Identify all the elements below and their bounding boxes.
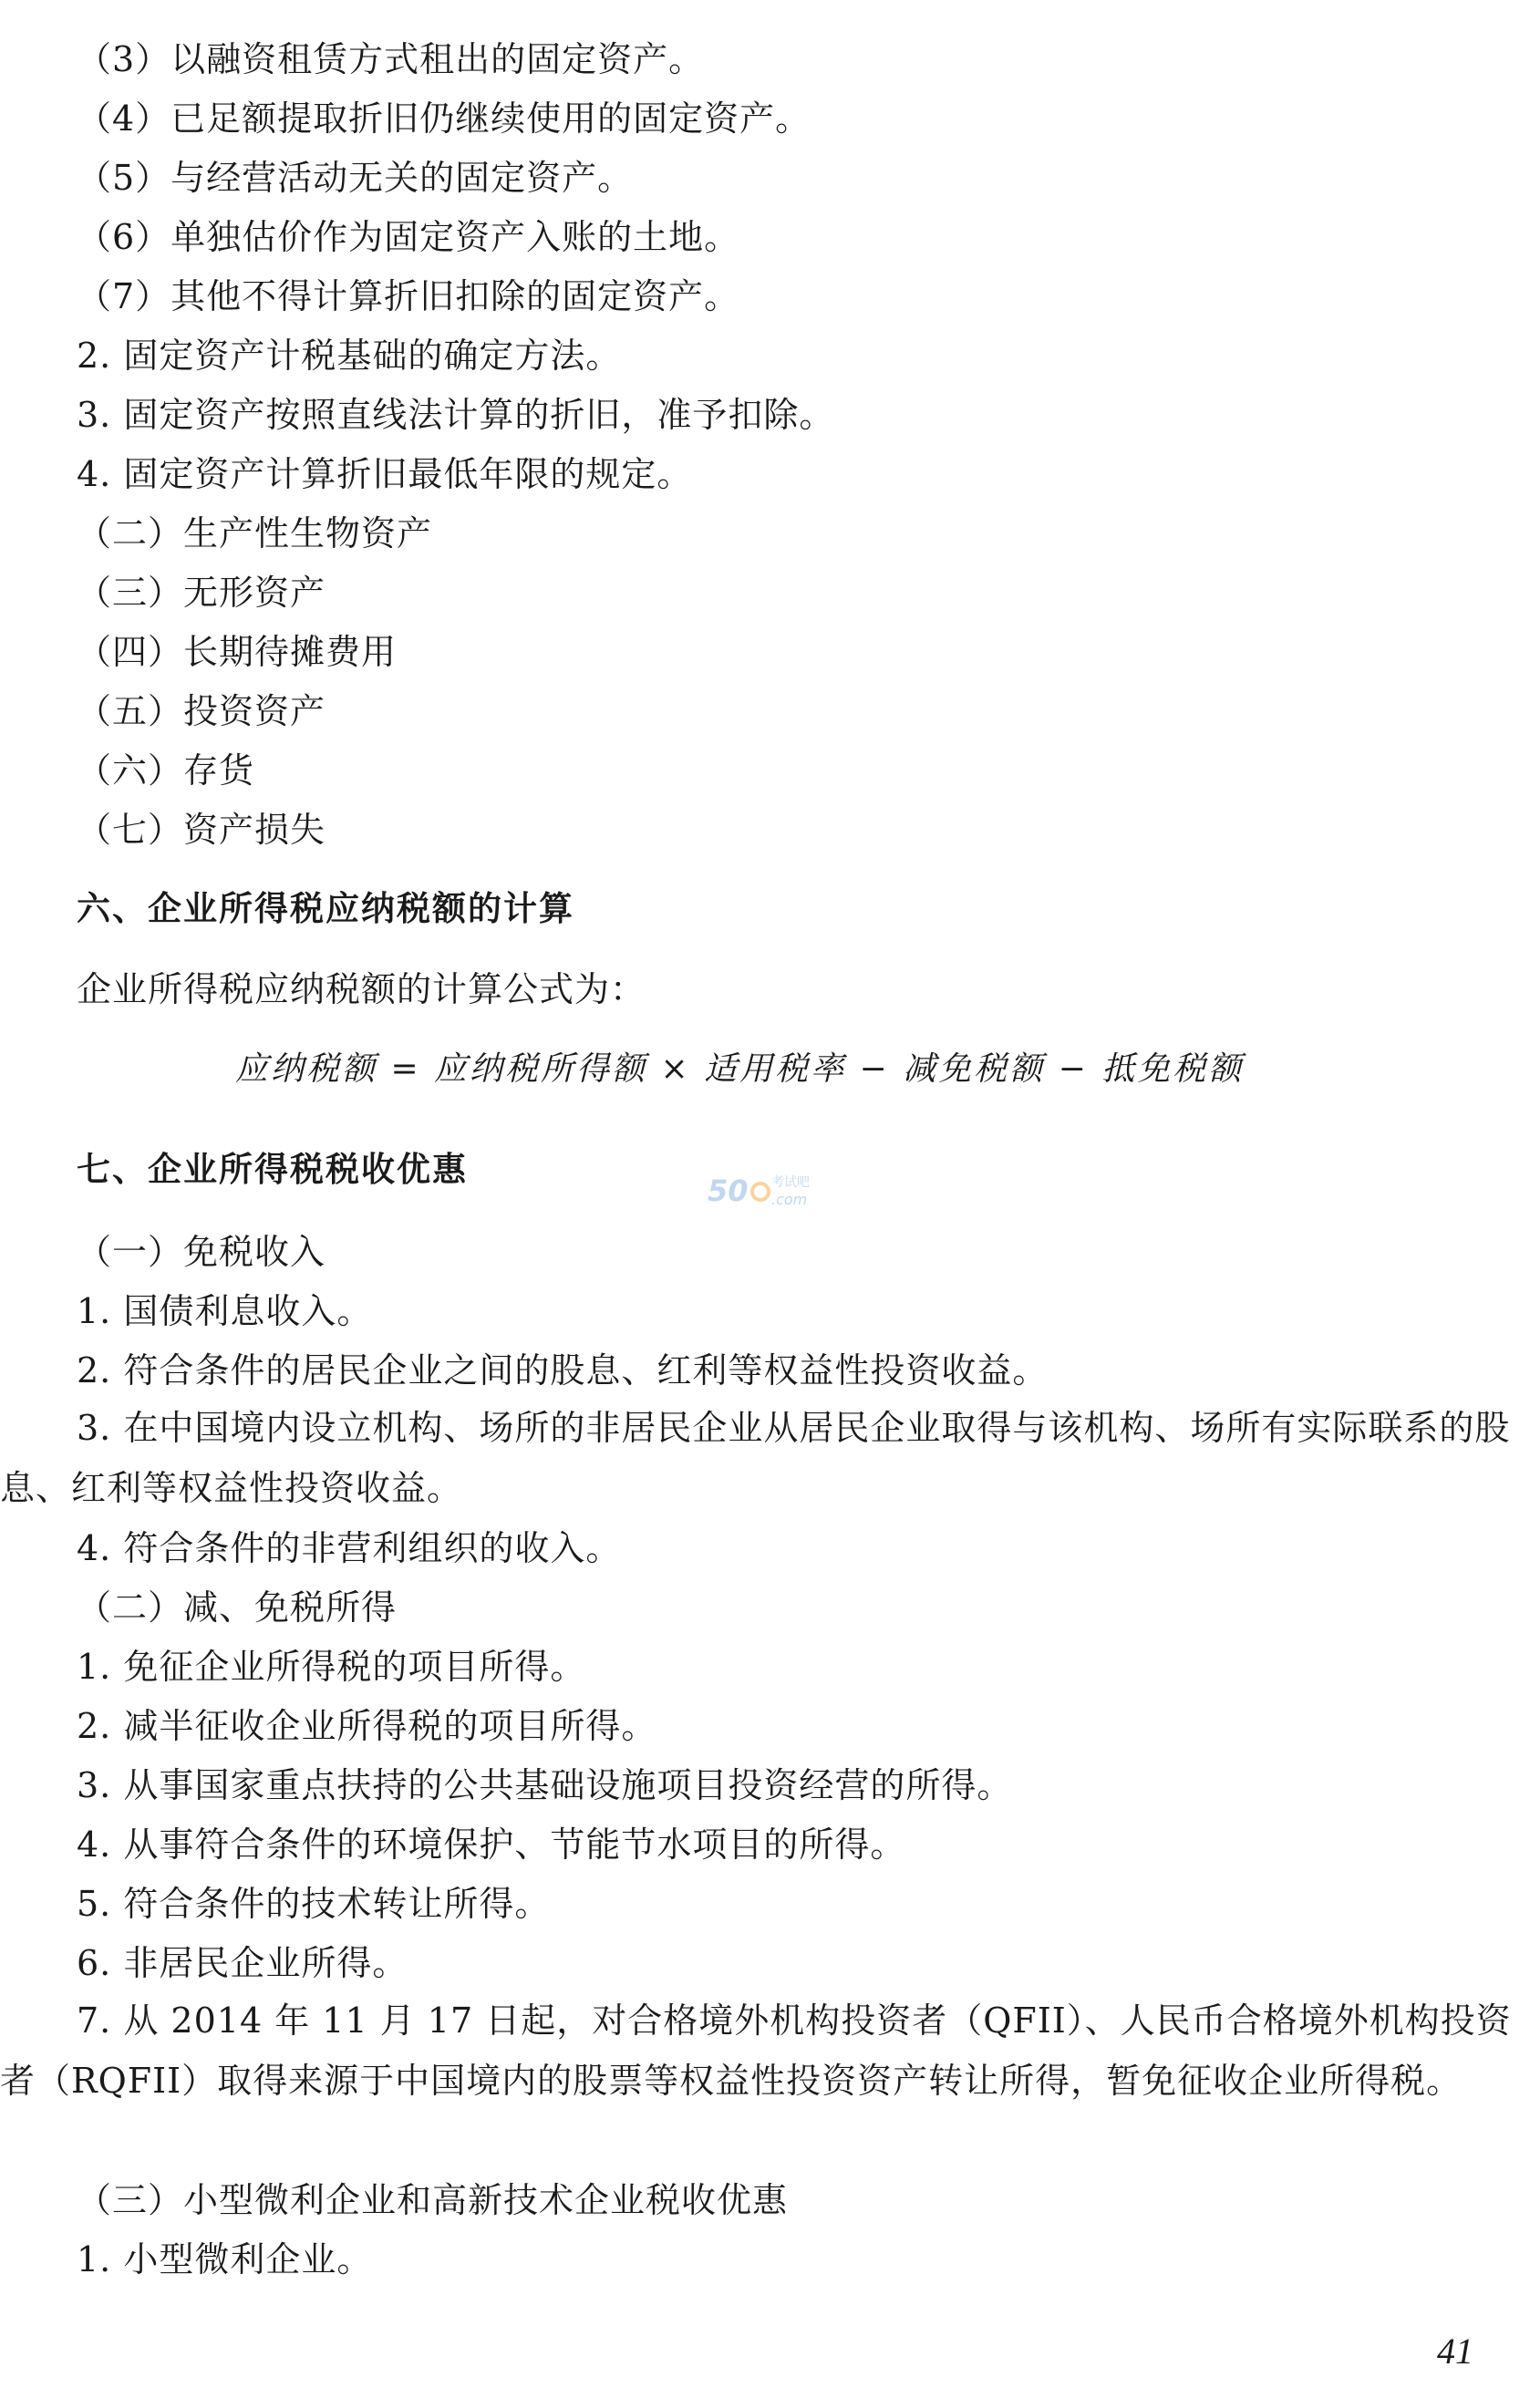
list-item: 2. 符合条件的居民企业之间的股息、红利等权益性投资收益。 <box>77 1350 1049 1390</box>
list-item: （3）以融资租赁方式租出的固定资产。 <box>77 39 705 79</box>
list-item: 2. 减半征收企业所得税的项目所得。 <box>77 1706 657 1746</box>
list-item: 5. 符合条件的技术转让所得。 <box>77 1884 551 1924</box>
watermark-text-top: 考试吧 <box>771 1175 810 1190</box>
watermark-number: 50 <box>708 1173 749 1208</box>
subsection-title: （四）长期待摊费用 <box>77 632 398 672</box>
subsection-title: （一）免税收入 <box>77 1232 326 1272</box>
section-heading: 六、企业所得税应纳税额的计算 <box>77 889 574 928</box>
subsection-title: （七）资产损失 <box>77 810 326 850</box>
list-item: 6. 非居民企业所得。 <box>77 1943 408 1983</box>
list-item: 4. 符合条件的非营利组织的收入。 <box>77 1528 622 1568</box>
watermark-text-bottom: .com <box>771 1191 808 1208</box>
list-item: （6）单独估价作为固定资产入账的土地。 <box>77 217 740 257</box>
subsection-title: （三）无形资产 <box>77 573 326 613</box>
watermark-logo <box>706 1170 826 1215</box>
section-heading: 七、企业所得税税收优惠 <box>77 1150 468 1189</box>
watermark-ring <box>752 1184 769 1200</box>
list-item: 1. 国债利息收入。 <box>77 1291 373 1331</box>
list-item: （4）已足额提取折旧仍继续使用的固定资产。 <box>77 98 811 139</box>
subsection-title: （二）减、免税所得 <box>77 1587 398 1628</box>
list-item: 7. 从 2014 年 11 月 17 日起，对合格境外机构投资者（QFII）、人民币合格境外机构投资者（RQFII）取得来源于中国境内的股票等权益性投资资产转让所得，暂免征收企业所得税。 <box>0 2000 1512 2101</box>
list-item: 3. 在中国境内设立机构、场所的非居民企业从居民企业取得与该机构、场所有实际联系的股息、红利等权益性投资收益。 <box>0 1408 1511 1508</box>
list-item: （7）其他不得计算折旧扣除的固定资产。 <box>77 276 740 316</box>
list-item: 3. 从事国家重点扶持的公共基础设施项目投资经营的所得。 <box>77 1765 1013 1805</box>
subsection-title: （五）投资资产 <box>77 691 326 731</box>
subsection-title: （三）小型微利企业和高新技术企业税收优惠 <box>77 2180 789 2220</box>
subsection-title: （六）存货 <box>77 750 255 791</box>
page-number: 41 <box>1437 2331 1473 2372</box>
list-item: 4. 从事符合条件的环境保护、节能节水项目的所得。 <box>77 1825 906 1865</box>
list-item: 1. 免征企业所得税的项目所得。 <box>77 1647 586 1687</box>
list-item: 1. 小型微利企业。 <box>77 2239 373 2279</box>
list-item: 3. 固定资产按照直线法计算的折旧，准予扣除。 <box>77 395 835 435</box>
subsection-title: （二）生产性生物资产 <box>77 513 433 553</box>
list-item: 2. 固定资产计税基础的确定方法。 <box>77 336 622 376</box>
list-item: 4. 固定资产计算折旧最低年限的规定。 <box>77 454 693 494</box>
list-item: （5）与经营活动无关的固定资产。 <box>77 158 634 198</box>
formula: 应纳税额 = 应纳税所得额 × 适用税率 − 减免税额 − 抵免税额 <box>235 1050 1245 1088</box>
paragraph: 企业所得税应纳税额的计算公式为： <box>77 969 646 1009</box>
